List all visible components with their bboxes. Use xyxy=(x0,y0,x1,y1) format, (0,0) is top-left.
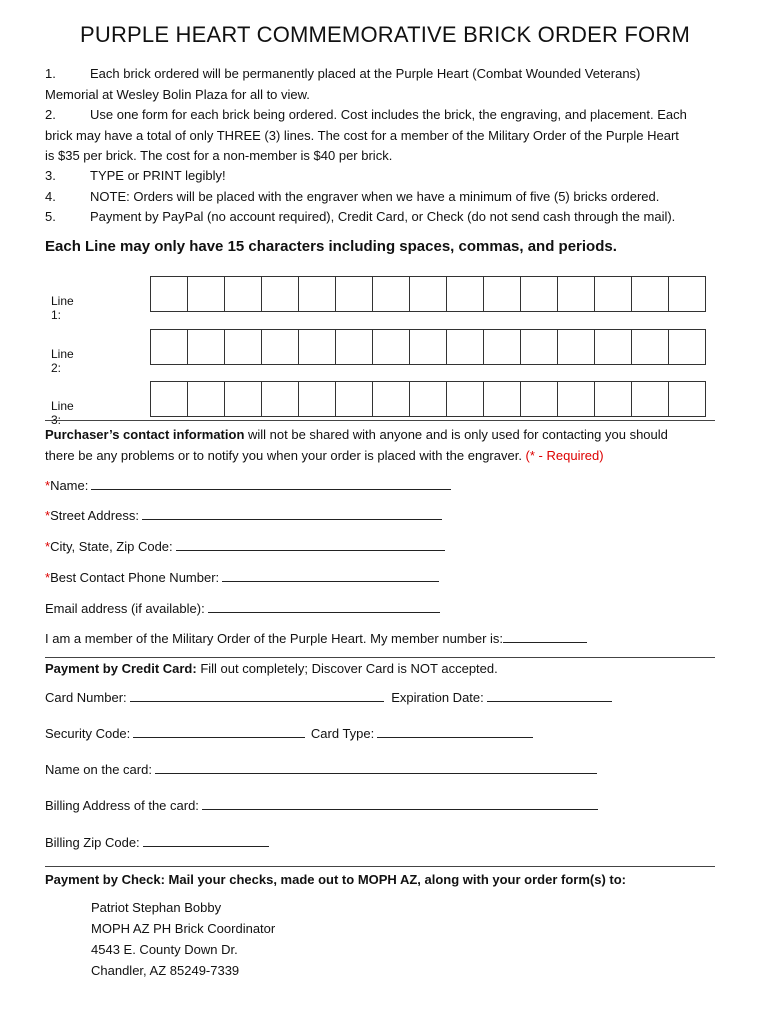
street-input[interactable] xyxy=(142,507,442,520)
contact-heading: Purchaser’s contact information xyxy=(45,427,245,442)
email-label: Email address (if available): xyxy=(45,601,205,616)
required-star: * xyxy=(45,508,51,523)
instruction-1 xyxy=(45,64,735,105)
character-box[interactable] xyxy=(410,330,447,364)
character-box[interactable] xyxy=(225,382,262,416)
character-box[interactable] xyxy=(558,277,595,311)
required-note: (* - Required) xyxy=(525,447,604,463)
instruction-text: TYPE or PRINT legibly! xyxy=(90,168,226,183)
card-type-input[interactable] xyxy=(377,725,533,738)
character-box[interactable] xyxy=(151,382,188,416)
character-box[interactable] xyxy=(669,277,706,311)
billing-zip-input[interactable] xyxy=(143,834,269,847)
instruction-text-cont: brick may have a total of only THREE (3) lines. The cost for a member of the Military Order of the Purple Heart xyxy=(45,127,679,143)
line-label: Line 1: xyxy=(51,294,74,322)
billing-zip-label: Billing Zip Code: xyxy=(45,835,140,850)
required-star: * xyxy=(45,478,51,493)
instruction-number: 2. xyxy=(45,107,56,122)
line-label: Line 3: xyxy=(51,399,74,427)
instruction-text: Payment by PayPal (no account required), Credit Card, or Check (do not send cash through the mail). xyxy=(90,209,676,224)
character-box[interactable] xyxy=(262,277,299,311)
card-number-row xyxy=(45,689,612,705)
character-box[interactable] xyxy=(669,382,706,416)
required-star: * xyxy=(45,570,51,585)
street-label: Street Address: xyxy=(50,508,139,523)
member-field xyxy=(45,630,587,646)
character-box[interactable] xyxy=(373,382,410,416)
security-row xyxy=(45,725,533,741)
character-box[interactable] xyxy=(484,330,521,364)
character-box[interactable] xyxy=(669,330,706,364)
character-box[interactable] xyxy=(299,330,336,364)
credit-text: Fill out completely; Discover Card is NOT accepted. xyxy=(196,661,498,676)
phone-label: Best Contact Phone Number: xyxy=(50,570,220,585)
character-box[interactable] xyxy=(484,277,521,311)
security-label: Security Code: xyxy=(45,726,131,741)
character-box[interactable] xyxy=(336,330,373,364)
expiration-label: Expiration Date: xyxy=(391,690,484,705)
city-input[interactable] xyxy=(176,538,445,551)
character-box[interactable] xyxy=(262,382,299,416)
name-label: Name: xyxy=(50,478,89,493)
check-heading: Payment by Check: Mail your checks, made out to MOPH AZ, along with your order form(s) to: xyxy=(45,872,626,887)
phone-input[interactable] xyxy=(222,569,439,582)
character-box[interactable] xyxy=(299,382,336,416)
instruction-number: 4. xyxy=(45,189,56,204)
character-box[interactable] xyxy=(595,382,632,416)
instruction-number: 1. xyxy=(45,66,56,81)
character-box[interactable] xyxy=(188,382,225,416)
address-line: Chandler, AZ 85249-7339 xyxy=(91,963,240,978)
character-box[interactable] xyxy=(373,330,410,364)
character-box[interactable] xyxy=(447,277,484,311)
member-number-input[interactable] xyxy=(503,630,587,643)
instruction-number: 5. xyxy=(45,209,56,224)
character-box[interactable] xyxy=(225,277,262,311)
character-box[interactable] xyxy=(151,277,188,311)
member-label: I am a member of the Military Order of the Purple Heart. My member number is: xyxy=(45,631,504,646)
instruction-text-cont: Memorial at Wesley Bolin Plaza for all to view. xyxy=(45,86,310,102)
city-label: City, State, Zip Code: xyxy=(50,539,173,554)
character-box[interactable] xyxy=(521,330,558,364)
character-box[interactable] xyxy=(373,277,410,311)
character-boxes-line-1[interactable] xyxy=(150,276,706,312)
line-label: Line 2: xyxy=(51,347,74,375)
character-boxes-line-3[interactable] xyxy=(150,381,706,417)
phone-field xyxy=(45,569,439,585)
security-input[interactable] xyxy=(133,725,305,738)
name-on-card-input[interactable] xyxy=(155,761,597,774)
street-field xyxy=(45,507,442,523)
instruction-4 xyxy=(45,187,735,208)
name-input[interactable] xyxy=(91,477,451,490)
instruction-2 xyxy=(45,105,735,167)
divider xyxy=(45,420,715,421)
character-box[interactable] xyxy=(336,382,373,416)
character-box[interactable] xyxy=(595,330,632,364)
credit-card-heading xyxy=(45,661,498,676)
instruction-text: Use one form for each brick being ordered. Cost includes the brick, the engraving, and placement. Each xyxy=(90,107,687,122)
character-box[interactable] xyxy=(410,277,447,311)
character-box[interactable] xyxy=(410,382,447,416)
billing-address-label: Billing Address of the card: xyxy=(45,798,199,813)
character-box[interactable] xyxy=(299,277,336,311)
character-box[interactable] xyxy=(447,330,484,364)
character-box[interactable] xyxy=(558,330,595,364)
character-box[interactable] xyxy=(632,330,669,364)
character-box[interactable] xyxy=(632,382,669,416)
name-on-card-label: Name on the card: xyxy=(45,762,152,777)
name-field xyxy=(45,477,451,493)
mailing-address xyxy=(91,897,275,981)
credit-heading: Payment by Credit Card: xyxy=(45,661,197,676)
instruction-text-cont: is $35 per brick. The cost for a non-member is $40 per brick. xyxy=(45,148,393,163)
email-field xyxy=(45,600,440,616)
character-box[interactable] xyxy=(225,330,262,364)
character-box[interactable] xyxy=(188,330,225,364)
instruction-text: Each brick ordered will be permanently placed at the Purple Heart (Combat Wounded Veterans) xyxy=(90,66,641,81)
character-box[interactable] xyxy=(151,330,188,364)
character-box[interactable] xyxy=(521,277,558,311)
card-number-label: Card Number: xyxy=(45,690,127,705)
character-box[interactable] xyxy=(484,382,521,416)
character-box[interactable] xyxy=(595,277,632,311)
divider xyxy=(45,866,715,867)
character-box[interactable] xyxy=(336,277,373,311)
instruction-number: 3. xyxy=(45,168,56,183)
address-line: 4543 E. County Down Dr. xyxy=(91,942,238,957)
required-star: * xyxy=(45,539,51,554)
contact-text: will not be shared with anyone and is only used for contacting you should xyxy=(244,427,668,442)
form-title: PURPLE HEART COMMEMORATIVE BRICK ORDER FORM xyxy=(79,22,690,47)
name-on-card-row xyxy=(45,761,597,777)
instruction-3 xyxy=(45,166,735,187)
character-box[interactable] xyxy=(447,382,484,416)
character-box[interactable] xyxy=(558,382,595,416)
divider xyxy=(45,657,715,658)
character-box[interactable] xyxy=(632,277,669,311)
card-type-label: Card Type: xyxy=(310,726,375,741)
character-box[interactable] xyxy=(188,277,225,311)
contact-text: there be any problems or to notify you when your order is placed with the engraver. xyxy=(45,447,526,463)
city-field xyxy=(45,538,445,554)
card-number-input[interactable] xyxy=(130,689,384,702)
billing-address-input[interactable] xyxy=(202,797,598,810)
character-box[interactable] xyxy=(521,382,558,416)
line-heading: Each Line may only have 15 characters including spaces, commas, and periods. xyxy=(45,238,617,255)
billing-address-row xyxy=(45,797,598,813)
email-input[interactable] xyxy=(208,600,440,613)
address-line: Patriot Stephan Bobby xyxy=(91,900,222,915)
character-box[interactable] xyxy=(262,330,299,364)
instruction-text: NOTE: Orders will be placed with the engraver when we have a minimum of five (5) bricks ordered. xyxy=(90,189,660,204)
expiration-input[interactable] xyxy=(487,689,612,702)
character-boxes-line-2[interactable] xyxy=(150,329,706,365)
instruction-5 xyxy=(45,207,735,228)
billing-zip-row xyxy=(45,834,269,850)
address-line: MOPH AZ PH Brick Coordinator xyxy=(91,921,276,936)
contact-info-paragraph xyxy=(45,425,735,466)
